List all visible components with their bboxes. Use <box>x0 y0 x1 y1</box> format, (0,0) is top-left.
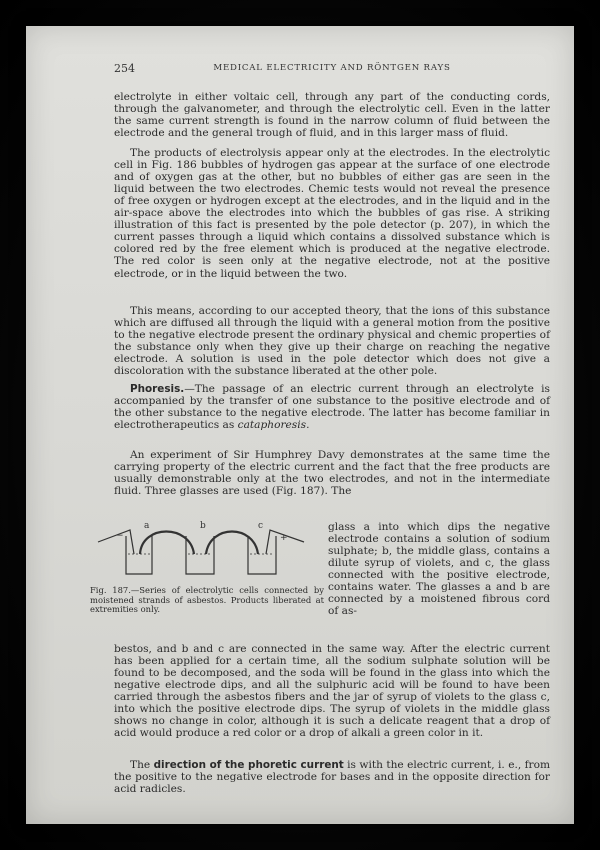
book-page <box>26 26 574 824</box>
glass-a <box>126 536 152 574</box>
page-header <box>114 62 550 76</box>
paragraph-1: electrolyte in either voltaic cell, through any part of the conducting cords, through the galvanometer, and through the electrolytic cell. Even in the latter the same current strength is found in the narrow column of fluid between the electrode and the general trough of fluid, and in this larger mass of fluid. <box>114 90 550 139</box>
direction-pre: The <box>130 758 154 771</box>
direction-heading: direction of the phoretic current <box>153 758 344 771</box>
label-a: a <box>144 521 150 531</box>
page-number: 254 <box>114 62 135 75</box>
label-b: b <box>200 521 206 531</box>
label-minus: − <box>116 531 124 541</box>
paragraph-davy-wrap: glass a into which dips the negative electrode contains a solution of sodium sulphate; b, the middle glass, contains a dilute syrup of violets, and c, the glass connected with the positive electrode, contains water. The glasses a and b are connected by a moistened fibrous cord of as- <box>328 520 550 618</box>
label-plus: + <box>280 533 288 543</box>
paragraph-2: The products of electrolysis appear only at the electrodes. In the electrolytic cell in Fig. 186 bubbles of hydrogen gas appear at the surface of one electrode and of oxygen gas at the other, but no bubbles of either gas are seen in the liquid between the two electrodes. Chemic tests would not reveal the presence of free oxygen or hydrogen except at the electrodes, and in the liquid and in the air-space above the electrodes into which the bubbles of gas rise. A striking illustration of this fact is presented by the pole detector (p. 207), in which the current passes through a liquid which contains a dissolved substance which is colored red by the free element which is produced at the negative electrode. The red color is seen only at the negative electrode, not at the positive electrode, or in the liquid between the two. <box>114 146 550 280</box>
running-title: MEDICAL ELECTRICITY AND RÖNTGEN RAYS <box>213 63 451 73</box>
figure-caption: Fig. 187.—Series of electrolytic cells connected by moistened strands of asbestos. Products liberated at extremities only. <box>90 585 324 615</box>
label-c: c <box>258 521 264 531</box>
phoresis-heading: Phoresis. <box>130 382 185 395</box>
paragraph-direction <box>114 759 550 795</box>
paragraph-davy: An experiment of Sir Humphrey Davy demonstrates at the same time the carrying property of the electric current and the fact that the free products are usually demonstrable only at the two electrodes, and not in the intermediate fluid. Three glasses are used (Fig. 187). The <box>114 448 550 497</box>
paragraph-6: bestos, and b and c are connected in the same way. After the electric current has been applied for a certain time, all the sodium sulphate solution will be found to be decomposed, and the soda will be found in the glass into which the negative electrode dips, and all the sulphuric acid will be found to have been carried through the asbestos fibers and the jar of syrup of violets to the glass c, into which the positive electrode dips. The syrup of violets in the middle glass shows no change in color, although it is such a delicate reagent that a drop of acid would produce a red color or a drop of alkali a green color in it. <box>114 642 550 740</box>
paragraph-phoresis <box>114 383 550 431</box>
paragraph-3: This means, according to our accepted theory, that the ions of this substance which are diffused all through the liquid with a general motion from the positive to the negative electrode present the ordinary physical and chemic properties of the substance only when they give up their charge on reaching the negative electrode. A solution is used in the pole detector which does not give a discoloration with the substance liberated at the other pole. <box>114 304 550 378</box>
phoresis-text: —The passage of an electric current through an electrolyte is accompanied by the transfer of one substance to the positive electrode and of the other substance to the negative electrode. The latter has become familiar in electrotherapeutics as <box>114 382 550 431</box>
phoresis-italic: cataphoresis. <box>237 418 310 431</box>
direction-text: is with the electric current, i. e., from the positive to the negative electrode for bases and in the opposite direction for acid radicles. <box>114 758 551 795</box>
electrolytic-cells-illustration <box>90 514 330 584</box>
